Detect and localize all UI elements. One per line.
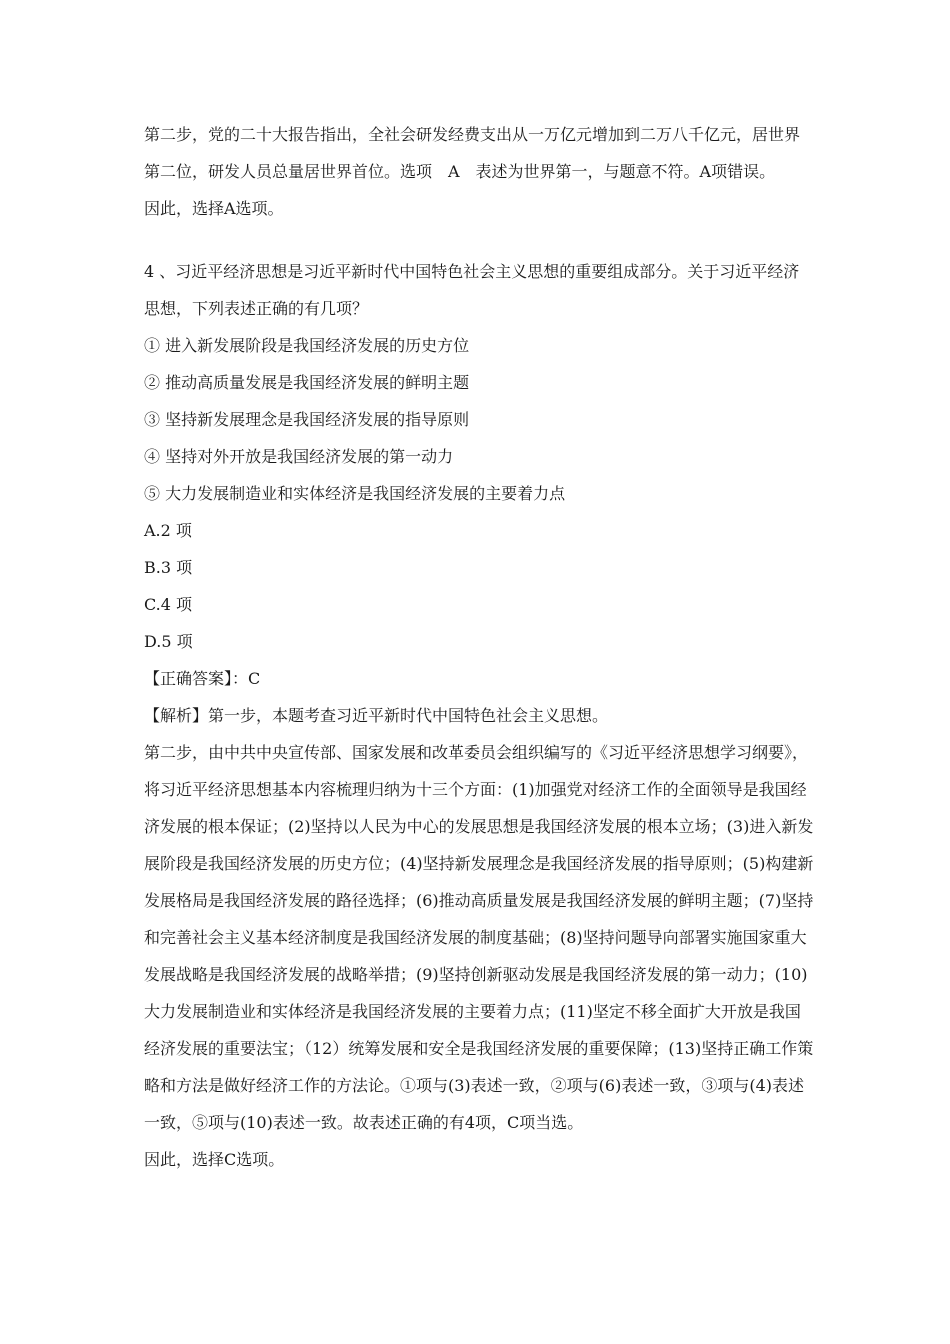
page-content bbox=[144, 116, 814, 1178]
question4-stem: 4 、习近平经济思想是习近平新时代中国特色社会主义思想的重要组成部分。关于习近平经济思想，下列表述正确的有几项？ bbox=[144, 262, 800, 318]
section-spacer bbox=[144, 227, 814, 253]
option-c: C.4 项 bbox=[144, 595, 193, 614]
section3-conclusion: 因此，选择A选项。 bbox=[144, 199, 284, 218]
option-a: A.2 项 bbox=[144, 521, 192, 540]
statement-5: ⑤ 大力发展制造业和实体经济是我国经济发展的主要着力点 bbox=[144, 484, 566, 503]
statement-4: ④ 坚持对外开放是我国经济发展的第一动力 bbox=[144, 447, 454, 466]
analysis-step1: 【解析】第一步，本题考查习近平新时代中国特色社会主义思想。 bbox=[144, 706, 609, 725]
analysis-step2-paragraph: 第二步，由中共中央宣传部、国家发展和改革委员会组织编写的《习近平经济思想学习纲要》，将习近平经济思想基本内容梳理归纳为十三个方面：(1)加强党对经济工作的全面领导是我国经济发展的根本保证；(2)坚持以人民为中心的发展思想是我国经济发展的根本立场；(3)进入新发展阶段是我国经济发展的历史方位；(4)坚持新发展理念是我国经济发展的指导原则；(5)构建新发展格局是我国经济发展的路径选择；(6)推动高质量发展是我国经济发展的鲜明主题；(7)坚持和完善社会主义基本经济制度是我国经济发展的制度基础；(8)坚持问题导向部署实施国家重大发展战略是我国经济发展的战略举措；(9)坚持创新驱动发展是我国经济发展的第一动力；(10)大力发展制造业和实体经济是我国经济发展的主要着力点；(11)坚定不移全面扩大开放是我国经济发展的重要法宝；（12）统筹发展和安全是我国经济发展的重要保障；(13)坚持正确工作策略和方法是做好经济工作的方法论。①项与(3)表述一致，②项与(6)表述一致，③项与(4)表述一致，⑤项与(10)表述一致。故表述正确的有4项，C项当选。 bbox=[144, 743, 814, 1132]
option-b: B.3 项 bbox=[144, 558, 193, 577]
option-d: D.5 项 bbox=[144, 632, 193, 651]
statement-3: ③ 坚持新发展理念是我国经济发展的指导原则 bbox=[144, 410, 470, 429]
section3-step2-paragraph: 第二步，党的二十大报告指出，全社会研发经费支出从一万亿元增加到二万八千亿元，居世界第二位，研发人员总量居世界首位。选项 A 表述为世界第一，与题意不符。A项错误。 bbox=[144, 125, 801, 181]
correct-answer: 【正确答案】：C bbox=[144, 669, 261, 688]
statement-1: ① 进入新发展阶段是我国经济发展的历史方位 bbox=[144, 336, 470, 355]
question4-conclusion: 因此，选择C选项。 bbox=[144, 1150, 285, 1169]
statement-2: ② 推动高质量发展是我国经济发展的鲜明主题 bbox=[144, 373, 470, 392]
